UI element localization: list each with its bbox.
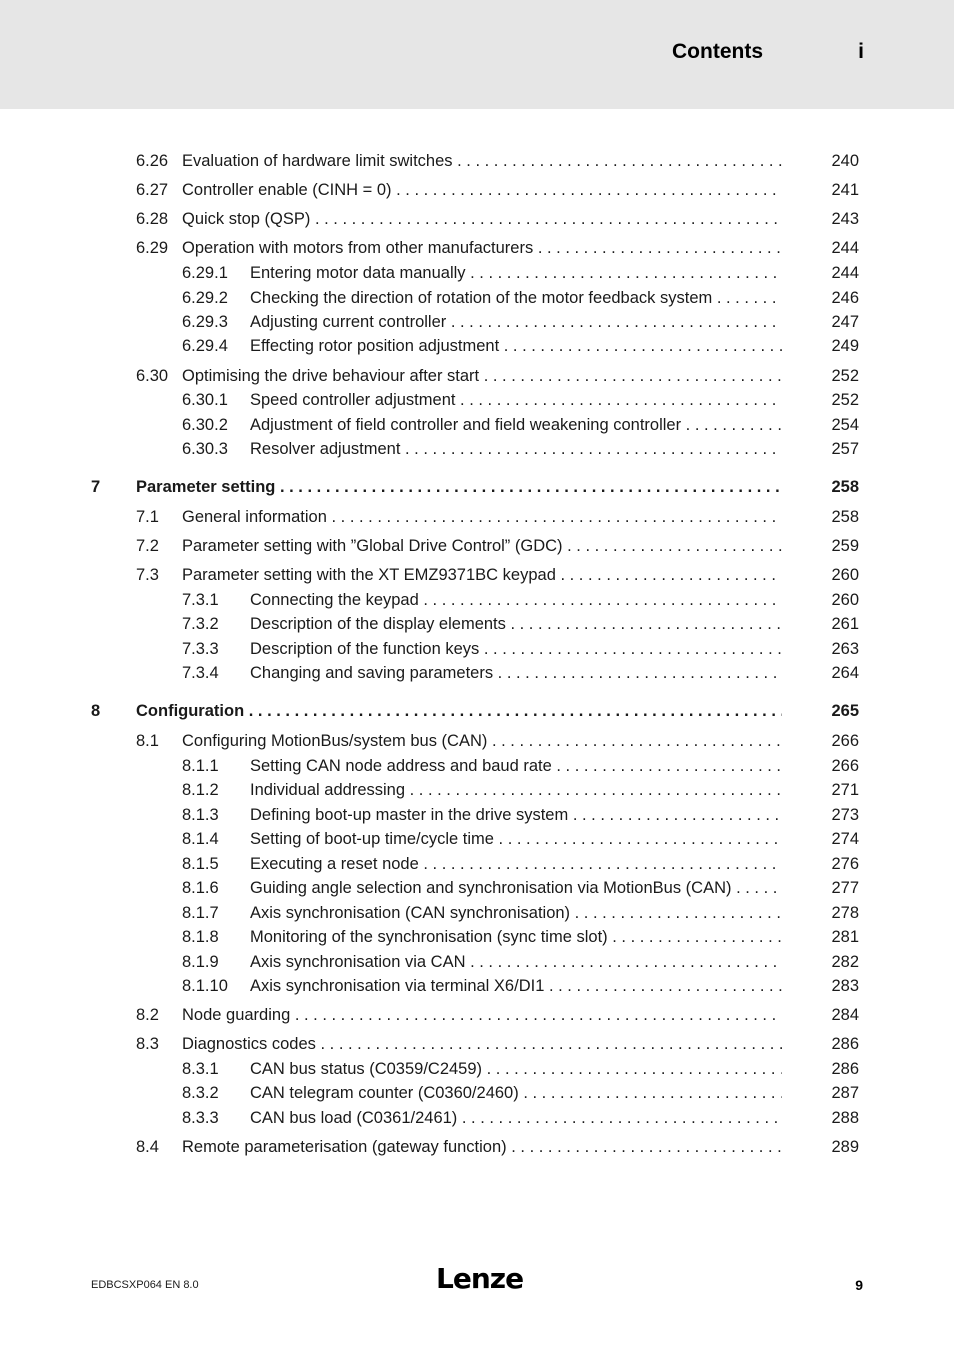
toc-entry-title: Description of the function keys . . .	[250, 638, 782, 660]
toc-entry-page: 261	[831, 615, 859, 633]
toc-entry-number: 8.1.6	[182, 879, 219, 897]
toc-entry-page: 244	[831, 264, 859, 282]
toc-entry-title: Parameter setting with ”Global Drive Control” (GDC) . . .	[182, 535, 782, 557]
toc-entry-number: 6.29.2	[182, 289, 228, 307]
toc-entry-title: Connecting the keypad . . .	[250, 589, 782, 611]
footer-page-number: 9	[855, 1277, 863, 1293]
toc-entry-page: 284	[831, 1006, 859, 1024]
toc-entry-title: Adjustment of field controller and field weakening controller . . .	[250, 414, 782, 436]
toc-entry-page: 282	[831, 953, 859, 971]
toc-entry[interactable]	[0, 589, 954, 611]
toc-entry-title: Resolver adjustment . . .	[250, 438, 782, 460]
toc-entry-page: 277	[831, 879, 859, 897]
toc-entry-page: 266	[831, 732, 859, 750]
toc-entry-title: Defining boot-up master in the drive system . . .	[250, 804, 782, 826]
toc-entry-page: 265	[831, 702, 859, 720]
toc-entry[interactable]	[0, 335, 954, 357]
toc-entry-page: 271	[831, 781, 859, 799]
toc-entry-title: Configuration . . .	[136, 700, 782, 722]
toc-entry[interactable]	[0, 1033, 954, 1055]
toc-entry-title: Optimising the drive behaviour after start . . .	[182, 365, 782, 387]
toc-entry-page: 257	[831, 440, 859, 458]
toc-entry-number: 8.3.3	[182, 1109, 219, 1127]
toc-entry-number: 6.29	[136, 239, 169, 257]
toc-entry-page: 252	[831, 391, 859, 409]
toc-entry[interactable]	[0, 700, 954, 722]
toc-entry-number: 8.3	[136, 1035, 159, 1053]
toc-entry-title: Axis synchronisation via CAN . . .	[250, 951, 782, 973]
toc-entry[interactable]	[0, 613, 954, 635]
toc-entry-title: Quick stop (QSP) . . .	[182, 208, 782, 230]
toc-entry-number: 6.26	[136, 152, 169, 170]
toc-entry[interactable]	[0, 208, 954, 230]
toc-entry-page: 258	[831, 478, 859, 496]
toc-entry-page: 276	[831, 855, 859, 873]
toc-entry-number: 6.27	[136, 181, 169, 199]
toc-entry-page: 260	[831, 591, 859, 609]
toc-entry-page: 263	[831, 640, 859, 658]
toc-entry-number: 6.30.3	[182, 440, 228, 458]
toc-entry[interactable]	[0, 975, 954, 997]
toc-entry-title: Speed controller adjustment . . .	[250, 389, 782, 411]
toc-entry[interactable]	[0, 365, 954, 387]
toc-entry-number: 8.1.1	[182, 757, 219, 775]
toc-entry-number: 8.4	[136, 1138, 159, 1156]
toc-entry-title: Monitoring of the synchronisation (sync time slot) . . .	[250, 926, 782, 948]
toc-entry-title: Changing and saving parameters . . .	[250, 662, 782, 684]
toc-entry-number: 8.1.2	[182, 781, 219, 799]
toc-entry[interactable]	[0, 179, 954, 201]
toc-entry-title: Evaluation of hardware limit switches . . .	[182, 150, 782, 172]
toc-entry-page: 289	[831, 1138, 859, 1156]
toc-entry[interactable]	[0, 779, 954, 801]
toc-entry-number: 7.1	[136, 508, 159, 526]
toc-entry-title: General information . . .	[182, 506, 782, 528]
toc-entry[interactable]	[0, 535, 954, 557]
toc-entry[interactable]	[0, 150, 954, 172]
toc-entry-number: 6.29.4	[182, 337, 228, 355]
footer-document-id: EDBCSXP064 EN 8.0	[91, 1279, 199, 1291]
toc-entry-page: 266	[831, 757, 859, 775]
toc-entry-page: 274	[831, 830, 859, 848]
toc-entry-title: Effecting rotor position adjustment . . .	[250, 335, 782, 357]
lenze-logo: Lenze	[436, 1262, 524, 1295]
toc-entry-title: Operation with motors from other manufacturers . . .	[182, 237, 782, 259]
toc-entry-title: CAN bus load (C0361/2461) . . .	[250, 1107, 782, 1129]
toc-entry-title: Description of the display elements . . .	[250, 613, 782, 635]
toc-entry[interactable]	[0, 828, 954, 850]
toc-entry[interactable]	[0, 638, 954, 660]
toc-entry-number: 7.3.4	[182, 664, 219, 682]
toc-entry-number: 8.1.8	[182, 928, 219, 946]
toc-entry[interactable]	[0, 730, 954, 752]
toc-entry-number: 7.3.2	[182, 615, 219, 633]
toc-entry-page: 249	[831, 337, 859, 355]
toc-entry-page: 254	[831, 416, 859, 434]
toc-entry-title: Parameter setting with the XT EMZ9371BC keypad . . .	[182, 564, 782, 586]
toc-entry-title: Entering motor data manually . . .	[250, 262, 782, 284]
toc-entry-title: Adjusting current controller . . .	[250, 311, 782, 333]
toc-entry-title: Checking the direction of rotation of the motor feedback system . . .	[250, 287, 782, 309]
toc-entry[interactable]	[0, 1136, 954, 1158]
toc-entry-number: 6.30.1	[182, 391, 228, 409]
toc-entry[interactable]	[0, 662, 954, 684]
toc-entry-page: 281	[831, 928, 859, 946]
toc-entry-page: 273	[831, 806, 859, 824]
toc-entry-page: 283	[831, 977, 859, 995]
toc-entry-page: 264	[831, 664, 859, 682]
toc-entry-page: 286	[831, 1035, 859, 1053]
toc-entry[interactable]	[0, 1004, 954, 1026]
toc-entry-title: Parameter setting . . .	[136, 476, 782, 498]
toc-entry-number: 6.30.2	[182, 416, 228, 434]
toc-entry-number: 8.1	[136, 732, 159, 750]
toc-entry-title: Setting CAN node address and baud rate . . .	[250, 755, 782, 777]
toc-entry-page: 258	[831, 508, 859, 526]
toc-entry-number: 6.29.1	[182, 264, 228, 282]
toc-entry-page: 259	[831, 537, 859, 555]
toc-entry-title: Axis synchronisation (CAN synchronisation) . . .	[250, 902, 782, 924]
toc-entry[interactable]	[0, 262, 954, 284]
toc-entry[interactable]	[0, 1082, 954, 1104]
toc-entry[interactable]	[0, 853, 954, 875]
toc-entry-title: Axis synchronisation via terminal X6/DI1 . . .	[250, 975, 782, 997]
toc-entry-title: Configuring MotionBus/system bus (CAN) . . .	[182, 730, 782, 752]
toc-entry-number: 8.1.10	[182, 977, 228, 995]
toc-entry-number: 8.1.9	[182, 953, 219, 971]
header-title: Contents	[672, 40, 763, 63]
toc-entry-number: 6.30	[136, 367, 169, 385]
toc-entry-page: 241	[831, 181, 859, 199]
toc-entry-title: CAN telegram counter (C0360/2460) . . .	[250, 1082, 782, 1104]
toc-entry[interactable]	[0, 877, 954, 899]
toc-entry-page: 252	[831, 367, 859, 385]
toc-entry[interactable]	[0, 414, 954, 436]
toc-entry-title: Controller enable (CINH = 0) . . .	[182, 179, 782, 201]
toc-entry[interactable]	[0, 311, 954, 333]
toc-entry[interactable]	[0, 438, 954, 460]
toc-entry-number: 8.3.1	[182, 1060, 219, 1078]
toc-entry-number: 7.3.3	[182, 640, 219, 658]
toc-entry-page: 288	[831, 1109, 859, 1127]
toc-entry[interactable]	[0, 564, 954, 586]
toc-entry[interactable]	[0, 287, 954, 309]
toc-entry[interactable]	[0, 804, 954, 826]
page-header	[0, 0, 954, 109]
toc-entry[interactable]	[0, 237, 954, 259]
toc-entry-page: 240	[831, 152, 859, 170]
toc-entry-number: 7.2	[136, 537, 159, 555]
toc-entry-number: 6.29.3	[182, 313, 228, 331]
header-chapter: i	[858, 40, 864, 63]
toc-entry-page: 246	[831, 289, 859, 307]
toc-entry[interactable]	[0, 506, 954, 528]
toc-entry-title: Individual addressing . . .	[250, 779, 782, 801]
toc-entry-number: 8.1.3	[182, 806, 219, 824]
toc-entry-title: Setting of boot-up time/cycle time . . .	[250, 828, 782, 850]
toc-entry[interactable]	[0, 926, 954, 948]
toc-entry-page: 278	[831, 904, 859, 922]
toc-entry[interactable]	[0, 755, 954, 777]
toc-entry-page: 260	[831, 566, 859, 584]
toc-entry-title: Guiding angle selection and synchronisation via MotionBus (CAN) . . .	[250, 877, 782, 899]
toc-entry-number: 8.1.5	[182, 855, 219, 873]
toc-entry-title: Diagnostics codes . . .	[182, 1033, 782, 1055]
toc-entry-page: 243	[831, 210, 859, 228]
toc-entry-number: 7.3	[136, 566, 159, 584]
toc-entry-title: CAN bus status (C0359/C2459) . . .	[250, 1058, 782, 1080]
toc-entry[interactable]	[0, 389, 954, 411]
toc-entry[interactable]	[0, 951, 954, 973]
toc-entry-number: 8.3.2	[182, 1084, 219, 1102]
toc-entry[interactable]	[0, 1107, 954, 1129]
toc-entry-page: 287	[831, 1084, 859, 1102]
toc-entry-page: 247	[831, 313, 859, 331]
toc-entry-page: 244	[831, 239, 859, 257]
toc-entry[interactable]	[0, 476, 954, 498]
toc-entry-number: 7	[91, 478, 101, 496]
toc-entry-number: 7.3.1	[182, 591, 219, 609]
toc-entry-number: 8	[91, 702, 101, 720]
toc-entry-number: 8.1.7	[182, 904, 219, 922]
toc-entry[interactable]	[0, 1058, 954, 1080]
toc-entry-title: Node guarding . . .	[182, 1004, 782, 1026]
toc-entry-title: Remote parameterisation (gateway function) . . .	[182, 1136, 782, 1158]
toc-entry-number: 8.2	[136, 1006, 159, 1024]
toc-entry-page: 286	[831, 1060, 859, 1078]
toc-entry-number: 8.1.4	[182, 830, 219, 848]
toc-entry-number: 6.28	[136, 210, 169, 228]
toc-entry[interactable]	[0, 902, 954, 924]
toc-entry-title: Executing a reset node . . .	[250, 853, 782, 875]
